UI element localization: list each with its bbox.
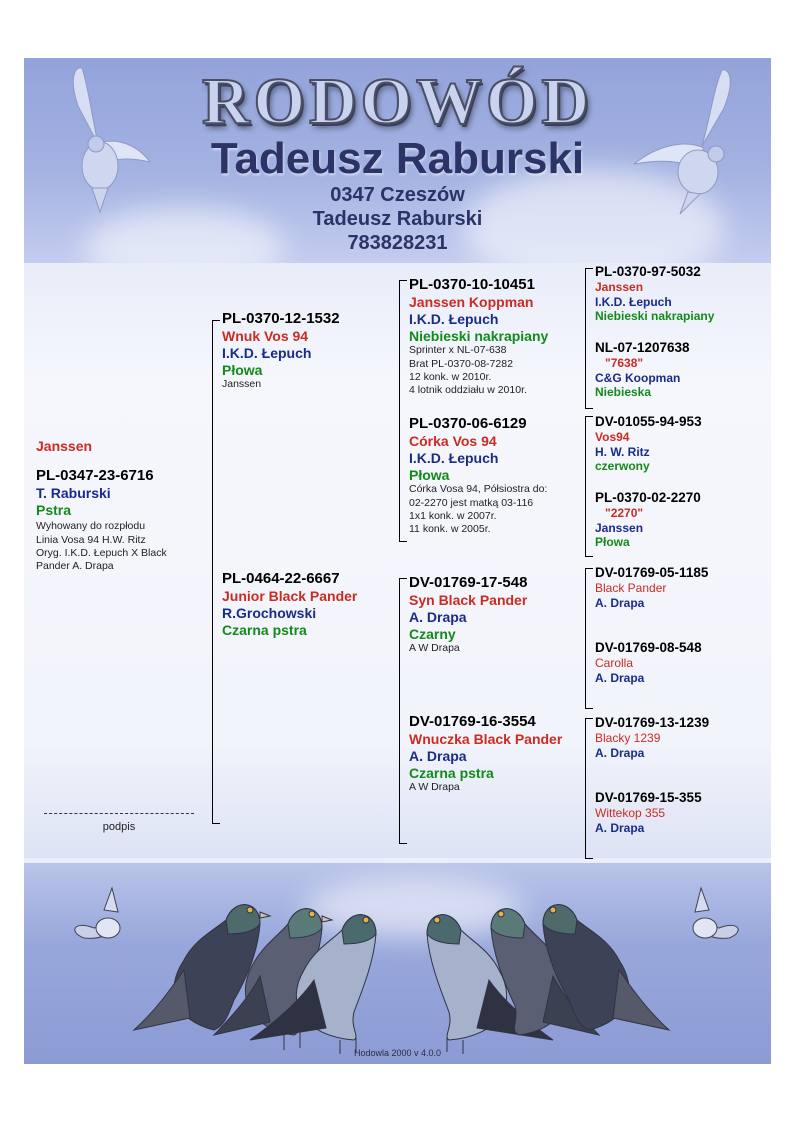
- gp-note: Córka Vosa 94, Półsiostra do:: [409, 483, 548, 496]
- ggp-tick: [585, 416, 593, 417]
- ggp-ring: DV-01769-13-1239: [595, 715, 710, 730]
- subject-strain: Janssen: [36, 438, 93, 454]
- subject-note: Oryg. I.K.D. Łepuch X Black: [36, 546, 167, 559]
- great-grandparent: [595, 340, 765, 399]
- great-grandparent: [595, 565, 765, 610]
- ds-bracket: [399, 578, 400, 843]
- ggp-name: Carolla: [595, 656, 634, 671]
- ggp-name: Black Pander: [595, 581, 667, 596]
- granddam-paternal: [409, 415, 584, 536]
- gp-note: A W Drapa: [409, 642, 460, 655]
- ggp-bracket: [585, 416, 586, 556]
- great-grandparent: [595, 414, 765, 473]
- ss-tick: [399, 280, 407, 281]
- ggp-name: "7638": [605, 356, 644, 371]
- gp-breeder: I.K.D. Łepuch: [409, 449, 499, 466]
- gp-note: Brat PL-0370-08-7282: [409, 357, 513, 370]
- breeder-name: Tadeusz Raburski: [210, 134, 585, 183]
- grandsire-maternal: [409, 574, 584, 656]
- gp-color: Czarna pstra: [409, 764, 494, 781]
- sire-ring: PL-0370-12-1532: [222, 310, 340, 327]
- subject-note: Wyhowany do rozpłodu: [36, 520, 146, 533]
- ggp-breeder: Janssen: [595, 520, 644, 535]
- ggp-ring: DV-01769-08-548: [595, 640, 702, 655]
- dam-breeder: R.Grochowski: [222, 604, 317, 621]
- dam-tick: [212, 823, 220, 824]
- sire-bracket: [212, 320, 213, 823]
- grandsire-paternal: [409, 276, 584, 397]
- ggp-breeder: A. Drapa: [595, 595, 645, 610]
- signature-line: [44, 813, 194, 814]
- ggp-ring: PL-0370-97-5032: [595, 264, 701, 279]
- subject-color: Pstra: [36, 501, 72, 518]
- great-grandparent: [595, 490, 765, 549]
- ds-tick: [399, 578, 407, 579]
- standing-pigeon-icon: [419, 880, 749, 1055]
- gp-ring: DV-01769-17-548: [409, 574, 528, 591]
- ggp-tick: [585, 568, 593, 569]
- great-grandparent: [595, 640, 765, 685]
- dam-color: Czarna pstra: [222, 621, 307, 638]
- ggp-name: "2270": [605, 506, 644, 521]
- gp-name: Córka Vos 94: [409, 433, 497, 449]
- ggp-tick: [585, 408, 593, 409]
- ggp-bracket: [585, 718, 586, 858]
- ggp-bracket: [585, 268, 586, 408]
- subject-note: Linia Vosa 94 H.W. Ritz: [36, 533, 146, 546]
- gp-ring: DV-01769-16-3554: [409, 713, 536, 730]
- gp-breeder: I.K.D. Łepuch: [409, 310, 499, 327]
- subject-ring: PL-0347-23-6716: [36, 466, 154, 484]
- pedigree-sheet: [24, 58, 771, 1064]
- ggp-breeder: A. Drapa: [595, 820, 645, 835]
- gp-color: Niebieski nakrapiany: [409, 327, 549, 344]
- ggp-name: Janssen: [595, 280, 644, 295]
- ggp-tick: [585, 718, 593, 719]
- ggp-breeder: A. Drapa: [595, 745, 645, 760]
- great-grandparent: [595, 790, 765, 835]
- subject-pigeon: [36, 438, 206, 573]
- sire-tick: [212, 320, 220, 321]
- gp-note: Sprinter x NL-07-638: [409, 344, 507, 357]
- ggp-color: Niebieska: [595, 384, 652, 399]
- gp-note: A W Drapa: [409, 781, 460, 794]
- document-title: RODOWÓD: [202, 65, 593, 138]
- gp-breeder: A. Drapa: [409, 747, 467, 764]
- sire-name: Wnuk Vos 94: [222, 328, 309, 344]
- ggp-ring: DV-01769-05-1185: [595, 565, 709, 580]
- standing-pigeon-icon: [64, 880, 384, 1055]
- sire-note: Janssen: [222, 378, 262, 391]
- dam-pigeon: [222, 570, 397, 638]
- ggp-tick: [585, 268, 593, 269]
- dam-name: Junior Black Pander: [222, 588, 358, 604]
- gp-note: 02-2270 jest matką 03-116: [409, 496, 534, 509]
- ss-bracket: [399, 280, 400, 541]
- sire-breeder: I.K.D. Łepuch: [222, 344, 312, 361]
- ggp-color: Niebieski nakrapiany: [595, 308, 715, 323]
- sire-color: Płowa: [222, 361, 263, 378]
- gp-color: Czarny: [409, 625, 456, 642]
- great-grandparent: [595, 715, 765, 760]
- ggp-ring: DV-01769-15-355: [595, 790, 702, 805]
- gp-note: 12 konk. w 2010r.: [409, 370, 492, 383]
- ggp-name: Blacky 1239: [595, 731, 661, 746]
- gp-note: 11 konk. w 2005r.: [409, 522, 491, 535]
- ggp-breeder: I.K.D. Łepuch: [595, 294, 672, 309]
- sire-pigeon: [222, 310, 397, 392]
- gp-ring: PL-0370-10-10451: [409, 276, 535, 293]
- gp-breeder: A. Drapa: [409, 608, 467, 625]
- gp-color: Płowa: [409, 466, 450, 483]
- gp-ring: PL-0370-06-6129: [409, 415, 527, 432]
- ggp-tick: [585, 708, 593, 709]
- great-grandparent: [595, 264, 765, 323]
- ggp-breeder: C&G Koopman: [595, 370, 681, 385]
- ggp-ring: PL-0370-02-2270: [595, 490, 701, 505]
- gp-note: 4 lotnik oddziału w 2010r.: [409, 383, 527, 396]
- gp-note: 1x1 konk. w 2007r.: [409, 509, 497, 522]
- breeder-address: 0347 Czeszów: [330, 184, 465, 206]
- ggp-ring: DV-01055-94-953: [595, 414, 702, 429]
- signature-label: podpis: [102, 821, 136, 833]
- dam-ring: PL-0464-22-6667: [222, 570, 340, 587]
- granddam-maternal: [409, 713, 584, 795]
- ggp-color: czerwony: [595, 458, 650, 473]
- ggp-color: Płowa: [595, 534, 630, 549]
- ggp-tick: [585, 858, 593, 859]
- ggp-bracket: [585, 568, 586, 708]
- software-credit: Hodowla 2000 v 4.0.0: [353, 1048, 442, 1058]
- ggp-breeder: H. W. Ritz: [595, 444, 650, 459]
- breeder-phone: 783828231: [347, 232, 448, 254]
- ggp-breeder: A. Drapa: [595, 670, 645, 685]
- subject-breeder: T. Raburski: [36, 484, 111, 501]
- owner-name: Tadeusz Raburski: [312, 208, 483, 230]
- gp-name: Syn Black Pander: [409, 592, 528, 608]
- ggp-name: Vos94: [595, 430, 630, 445]
- ggp-ring: NL-07-1207638: [595, 340, 690, 355]
- ggp-tick: [585, 556, 593, 557]
- sd-tick: [399, 541, 407, 542]
- gp-name: Janssen Koppman: [409, 294, 534, 310]
- subject-note: Pander A. Drapa: [36, 559, 114, 572]
- dd-tick: [399, 843, 407, 844]
- gp-name: Wnuczka Black Pander: [409, 731, 563, 747]
- ggp-name: Wittekop 355: [595, 806, 666, 821]
